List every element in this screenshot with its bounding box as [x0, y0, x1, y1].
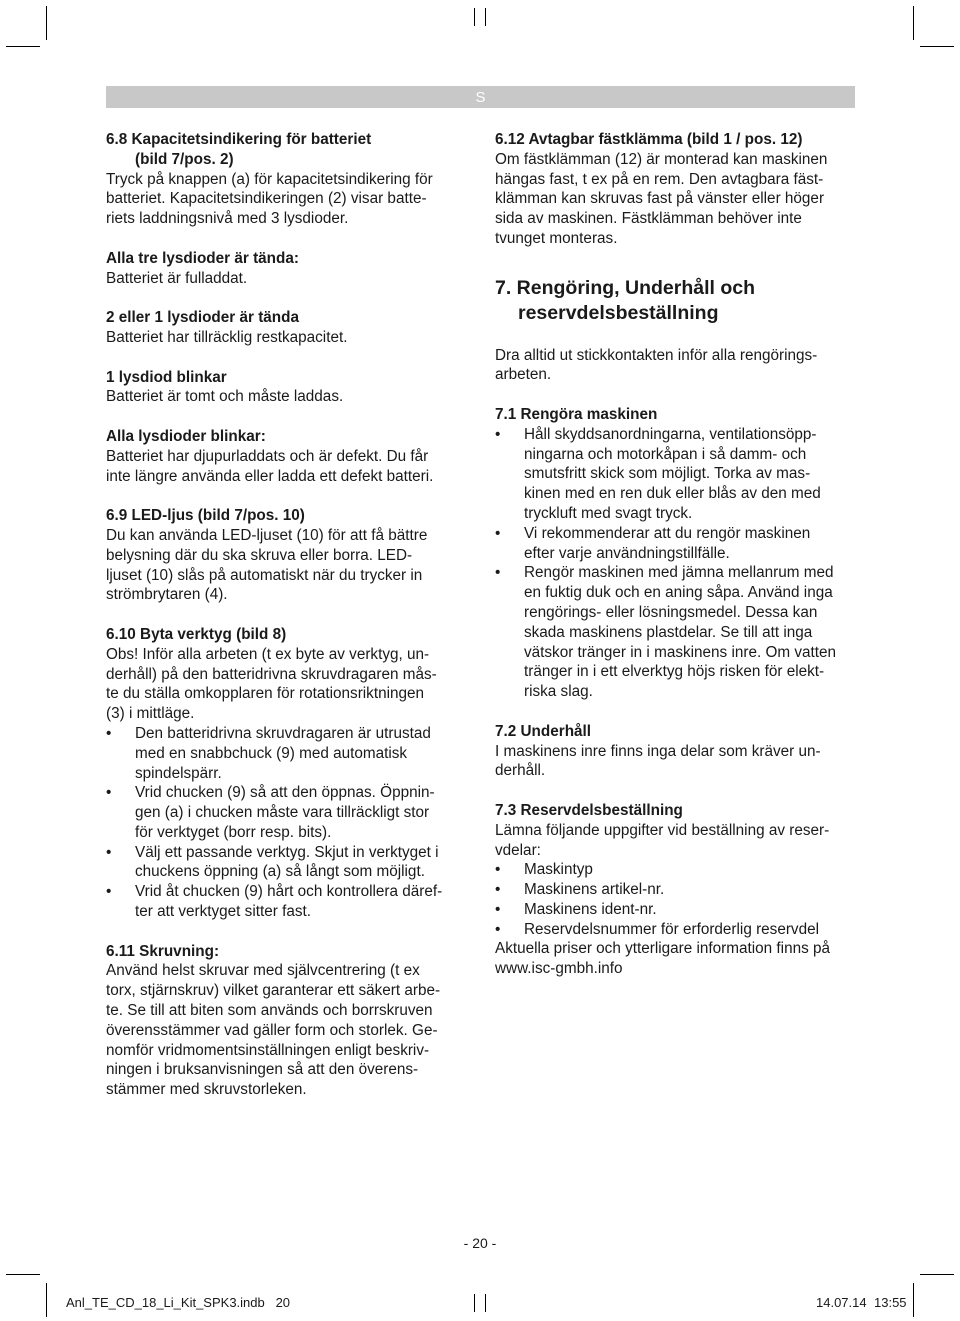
text-line: Lämna följande uppgifter vid beställning av reser- — [495, 821, 830, 839]
text-line: Vrid åt chucken (9) hårt och kontrollera däref- — [135, 883, 443, 901]
text-line: strömbrytaren (4). — [106, 586, 228, 604]
bullet-icon: • — [495, 900, 501, 918]
section-6-8-title: 6.8 Kapacitetsindikering för batteriet — [106, 131, 372, 148]
bullet-item — [106, 783, 466, 842]
text-line: Obs! Inför alla arbeten (t ex byte av verktyg, un- — [106, 645, 430, 663]
section-7-1-title: 7.1 Rengöra maskinen — [495, 405, 658, 423]
text-line: nomför vridmomentsinställningen enligt beskriv- — [106, 1041, 430, 1059]
website-text: www.isc-gmbh.info — [495, 960, 623, 978]
text-line: ningarna och motorkåpan i så damm- och — [524, 445, 807, 463]
text-line: sida av maskinen. Fästklämman behöver inte — [495, 210, 802, 228]
crop-mark — [6, 1274, 40, 1275]
text-line: tvunget monteras. — [495, 229, 618, 247]
bullet-item — [106, 882, 466, 922]
bullet-item — [495, 860, 860, 880]
text-line: inte längre använda eller ladda ett defekt batteri. — [106, 467, 434, 485]
led-1-text: Batteriet är tomt och måste laddas. — [106, 388, 344, 406]
text-line: Den batteridrivna skruvdragaren är utrustad — [135, 724, 431, 742]
text-line: tryckluft med svagt tryck. — [524, 504, 693, 522]
section-7-title-line-2: reservdelsbeställning — [518, 301, 719, 324]
text-line: Välj ett passande verktyg. Skjut in verktyget i — [135, 843, 439, 861]
bullet-item — [495, 920, 860, 940]
bullet-item — [495, 880, 860, 900]
section-6-10-title: 6.10 Byta verktyg (bild 8) — [106, 625, 287, 643]
text-line: derhåll. — [495, 762, 546, 780]
crop-mark — [920, 1274, 954, 1275]
bullet-icon: • — [495, 425, 501, 443]
bullet-icon: • — [495, 920, 501, 938]
bullet-icon: • — [495, 524, 501, 542]
text-line: arbeten. — [495, 366, 552, 384]
led-all-title: Alla tre lysdioder är tända: — [106, 249, 299, 267]
led-21-title: 2 eller 1 lysdioder är tända — [106, 309, 299, 327]
text-line: stämmer med skruvstorleken. — [106, 1081, 307, 1099]
section-7-title-line-1: 7. Rengöring, Underhåll och — [495, 276, 756, 299]
footer-time: 13:55 — [874, 1295, 907, 1310]
bullet-icon: • — [106, 784, 112, 802]
text-line: Maskinens ident-nr. — [524, 900, 657, 918]
led-all-text: Batteriet är fulladdat. — [106, 269, 248, 287]
text-line: gen (a) i chucken måste vara tillräckligt stor — [135, 804, 430, 822]
text-line: Vrid chucken (9) så att den öppnas. Öppnin- — [135, 784, 435, 802]
text-line: riets laddningsnivå med 3 lysdioder. — [106, 210, 349, 228]
bullet-item — [106, 724, 466, 783]
text-line: vdelar: — [495, 841, 541, 859]
bullet-icon: • — [495, 861, 501, 879]
led-blink-title: Alla lysdioder blinkar: — [106, 427, 266, 445]
text-line: vätskor tränger in i maskinens inre. Om vatten — [524, 643, 837, 661]
registration-mark — [474, 8, 486, 26]
crop-mark — [46, 6, 47, 40]
crop-mark — [913, 6, 914, 40]
text-line: batteriet. Kapacitetsindikeringen (2) visar batte- — [106, 190, 427, 208]
section-7-title — [495, 276, 860, 326]
text-line: te. Se till att biten som används och borrskruven — [106, 1002, 433, 1020]
footer-filename: Anl_TE_CD_18_Li_Kit_SPK3.indb 20 — [66, 1295, 291, 1310]
text-line: tränger in i ett elverktyg höjs risken för elekt- — [524, 663, 825, 681]
text-line: torx, stjärnskruv) vilket garanterar ett säkert arbe- — [106, 982, 441, 1000]
text-line: Rengör maskinen med jämna mellanrum med — [524, 564, 834, 582]
bullet-item — [495, 563, 860, 702]
text-line: te du ställa omkopplaren för rotationsriktningen — [106, 685, 425, 703]
text-line: Vi rekommenderar att du rengör maskinen — [524, 524, 811, 542]
text-line: hängas fast, t ex på en rem. Den avtagbara fäst- — [495, 170, 824, 188]
footer-date: 14.07.14 — [816, 1295, 867, 1310]
bullet-icon: • — [495, 564, 501, 582]
text-line: (3) i mittläge. — [106, 705, 195, 723]
bullet-icon: • — [495, 881, 501, 899]
text-line: Batteriet har djupurladdats och är defekt. Du får — [106, 447, 429, 465]
right-column — [495, 130, 860, 979]
text-line: skada maskinens plastdelar. Se till att inga — [524, 623, 813, 641]
text-line: Du kan använda LED-ljuset (10) för att få bättre — [106, 526, 428, 544]
section-6-11-title: 6.11 Skruvning: — [106, 942, 220, 960]
section-header-bar — [106, 86, 855, 108]
text-line: Tryck på knappen (a) för kapacitetsindikering för — [106, 170, 433, 188]
text-line: klämman kan skruvas fast på vänster eller höger — [495, 190, 825, 208]
text-line: I maskinens inre finns inga delar som kräver un- — [495, 742, 821, 760]
page-number: - 20 - — [463, 1235, 497, 1251]
section-6-12-title: 6.12 Avtagbar fästklämma (bild 1 / pos. 12) — [495, 131, 803, 148]
text-line: Reservdelsnummer för erforderlig reservdel — [524, 920, 819, 938]
text-line: kinen med en ren duk eller blås av den med — [524, 485, 821, 503]
text-line: Dra alltid ut stickkontakten inför alla rengörings- — [495, 346, 818, 364]
led-1-title: 1 lysdiod blinkar — [106, 368, 227, 386]
text-line: derhåll) på den batteridrivna skruvdragaren mås- — [106, 665, 437, 683]
crop-mark — [913, 1283, 914, 1317]
text-line: Maskinens artikel-nr. — [524, 881, 665, 899]
text-line: riska slag. — [524, 683, 593, 701]
text-line: för verktyget (borr resp. bits). — [135, 823, 332, 841]
section-letter: S — [475, 89, 486, 106]
text-line: rengörings- eller lösningsmedel. Dessa kan — [524, 603, 818, 621]
section-6-8-title-2: (bild 7/pos. 2) — [135, 150, 234, 168]
bullet-icon: • — [106, 843, 112, 861]
section-6-9-title: 6.9 LED-ljus (bild 7/pos. 10) — [106, 507, 305, 525]
bullet-item — [495, 524, 860, 564]
registration-mark — [474, 1294, 486, 1312]
crop-mark — [46, 1283, 47, 1317]
section-7-2-title: 7.2 Underhåll — [495, 722, 592, 740]
section-7-3-title: 7.3 Reservdelsbeställning — [495, 801, 683, 819]
text-line: ningen i bruksanvisningen så att den överens- — [106, 1061, 419, 1079]
text-line: Aktuella priser och ytterligare information finns på — [495, 940, 830, 958]
text-line: Om fästklämman (12) är monterad kan maskinen — [495, 150, 828, 168]
text-line: en fuktig duk och en aning såpa. Använd inga — [524, 584, 833, 602]
text-line: ter att verktyget sitter fast. — [135, 903, 311, 921]
text-line: belysning där du ska skruva eller borra. LED- — [106, 546, 413, 564]
text-line: chuckens öppning (a) så långt som möjligt. — [135, 863, 425, 881]
text-line: spindelspärr. — [135, 764, 222, 782]
text-line: Håll skyddsanordningarna, ventilationsöpp- — [524, 425, 817, 443]
text-line: ljuset (10) slås på automatiskt när du trycker in — [106, 566, 423, 584]
text-line: smutsfritt skick som möjligt. Torka av mas- — [524, 465, 811, 483]
bullet-item — [495, 900, 860, 920]
left-column — [106, 130, 466, 1100]
crop-mark — [920, 46, 954, 47]
text-line: med en snabbchuck (9) med automatisk — [135, 744, 408, 762]
bullet-icon: • — [106, 724, 112, 742]
text-line: efter varje användningstillfälle. — [524, 544, 730, 562]
bullet-item — [106, 843, 466, 883]
text-line: Använd helst skruvar med självcentrering (t ex — [106, 962, 420, 980]
text-line: Maskintyp — [524, 861, 593, 879]
bullet-icon: • — [106, 883, 112, 901]
bullet-item — [495, 425, 860, 524]
text-line: överensstämmer vad gäller form och storlek. Ge- — [106, 1021, 438, 1039]
crop-mark — [6, 46, 40, 47]
led-21-text: Batteriet har tillräcklig restkapacitet. — [106, 328, 348, 346]
